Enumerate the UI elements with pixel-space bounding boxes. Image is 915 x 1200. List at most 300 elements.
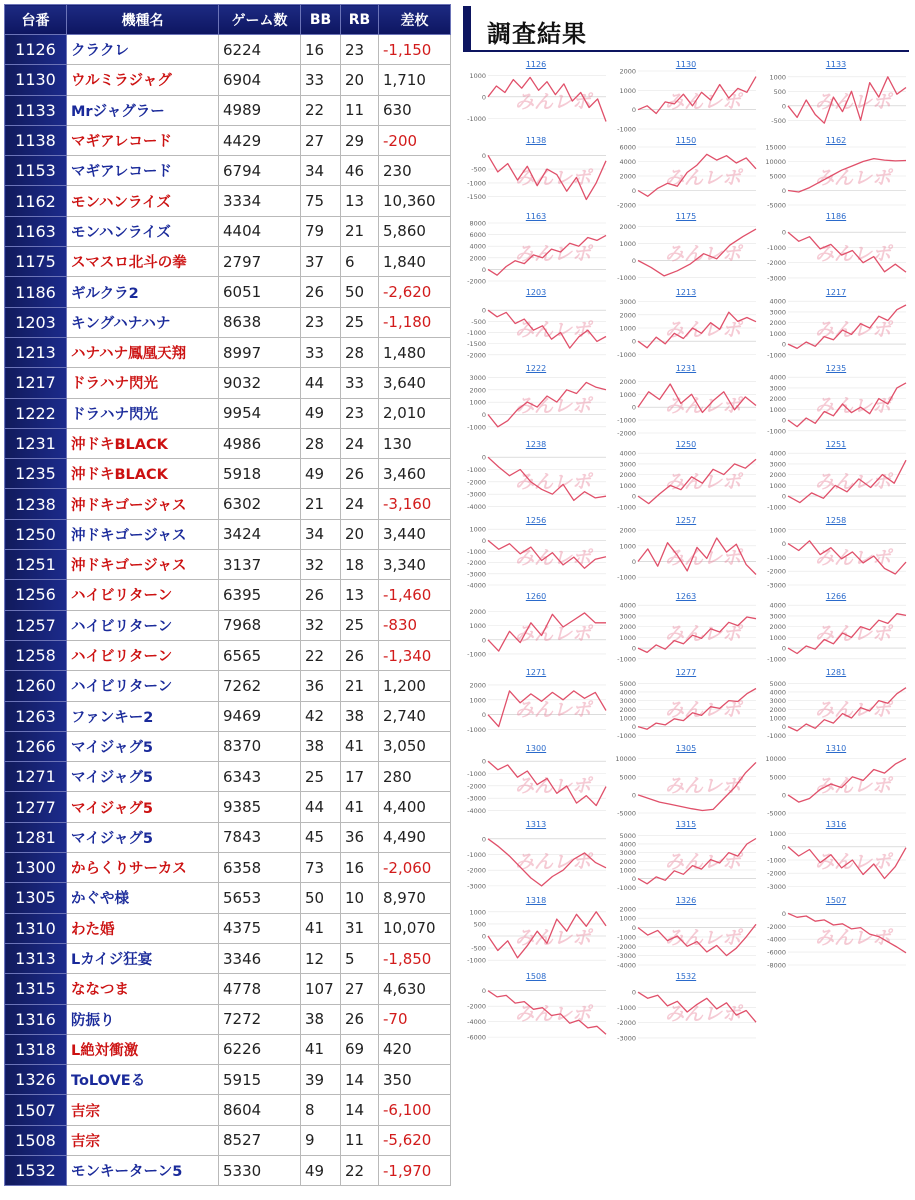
y-tick-label: 1000: [469, 696, 486, 705]
cell-machine-name: L絶対衝激: [67, 1034, 219, 1064]
cell-machine-number: 1257: [5, 610, 67, 640]
slump-graph: [612, 372, 760, 438]
y-tick-label: -1000: [467, 114, 486, 123]
y-tick-label: -3000: [617, 952, 636, 961]
mini-chart: [762, 364, 910, 440]
y-tick-label: 3000: [769, 384, 786, 393]
y-tick-label: 1000: [619, 714, 636, 723]
y-tick-label: 1000: [619, 633, 636, 642]
slump-graph: [762, 752, 910, 818]
slump-graph: [462, 372, 610, 438]
cell-game-count: 3334: [219, 186, 301, 216]
cell-game-count: 5915: [219, 1065, 301, 1095]
y-tick-label: 0: [781, 228, 786, 237]
header-game-count: ゲーム数: [219, 5, 301, 35]
table-row: [5, 1034, 451, 1064]
y-tick-label: 4000: [619, 158, 636, 166]
y-tick-label: 2000: [619, 857, 636, 866]
y-tick-label: -8000: [767, 961, 786, 970]
slump-graph: [762, 828, 910, 894]
cell-machine-name: ギルクラ2: [67, 277, 219, 307]
cell-bb: 22: [301, 95, 341, 125]
chart-title-link[interactable]: 1300: [525, 744, 547, 753]
mini-chart: [612, 288, 760, 364]
chart-title-link[interactable]: 1277: [675, 668, 697, 677]
table-row: [5, 1155, 451, 1185]
table-row: [5, 1065, 451, 1095]
mini-chart: [462, 896, 610, 972]
cell-coin-difference: 3,460: [379, 459, 451, 489]
y-tick-label: -3000: [617, 1034, 636, 1043]
cell-bb: 39: [301, 1065, 341, 1095]
cell-machine-number: 1300: [5, 853, 67, 883]
cell-game-count: 5653: [219, 883, 301, 913]
cell-game-count: 8527: [219, 1125, 301, 1155]
cell-rb: 18: [341, 550, 379, 580]
watermark-logo: みんレポ: [664, 243, 742, 265]
slump-graph: [612, 448, 760, 514]
cell-rb: 20: [341, 519, 379, 549]
chart-title-link[interactable]: 1316: [825, 820, 847, 829]
y-tick-label: -3000: [767, 882, 786, 891]
table-row: [5, 731, 451, 761]
y-tick-label: -1000: [617, 1003, 636, 1012]
cell-bb: 8: [301, 1095, 341, 1125]
cell-bb: 27: [301, 125, 341, 155]
y-tick-label: 2000: [469, 386, 486, 395]
y-tick-label: -1000: [617, 125, 636, 134]
chart-title-link[interactable]: 1315: [675, 820, 697, 829]
cell-bb: 33: [301, 337, 341, 367]
cell-coin-difference: 630: [379, 95, 451, 125]
cell-machine-number: 1313: [5, 943, 67, 973]
cell-machine-name: 沖ドキゴージャス: [67, 489, 219, 519]
y-tick-label: -1000: [767, 553, 786, 562]
y-tick-label: 0: [481, 93, 486, 102]
mini-chart: [612, 896, 760, 972]
chart-title-link[interactable]: 1263: [675, 592, 697, 601]
slump-graph: [612, 752, 760, 818]
chart-title-link[interactable]: 1281: [825, 668, 847, 677]
y-tick-label: 3000: [619, 612, 636, 621]
y-tick-label: -1000: [467, 548, 486, 557]
cell-coin-difference: 2,740: [379, 701, 451, 731]
y-tick-label: 2000: [619, 311, 636, 320]
chart-title-link[interactable]: 1203: [525, 288, 547, 297]
y-tick-label: -1500: [467, 193, 486, 202]
mini-chart: [462, 668, 610, 744]
cell-coin-difference: -1,340: [379, 640, 451, 670]
chart-title-link[interactable]: 1256: [525, 516, 547, 525]
slump-graph: [462, 220, 610, 286]
mini-chart: [612, 440, 760, 516]
cell-machine-number: 1251: [5, 550, 67, 580]
cell-coin-difference: 10,360: [379, 186, 451, 216]
cell-machine-number: 1213: [5, 337, 67, 367]
y-tick-label: -1000: [467, 851, 486, 860]
table-row: [5, 337, 451, 367]
slump-graph: [762, 448, 910, 514]
cell-rb: 28: [341, 337, 379, 367]
chart-title-link[interactable]: 1326: [675, 896, 697, 905]
table-row: [5, 640, 451, 670]
y-tick-label: 0: [631, 988, 636, 997]
cell-machine-number: 1305: [5, 883, 67, 913]
y-tick-label: 1000: [469, 908, 486, 917]
y-tick-label: -4000: [467, 807, 486, 816]
table-header-row: [5, 5, 451, 35]
y-tick-label: -500: [471, 944, 486, 953]
slump-graph: [612, 676, 760, 742]
y-tick-label: 2000: [619, 172, 636, 181]
chart-title-link[interactable]: 1150: [675, 136, 697, 145]
cell-machine-number: 1277: [5, 792, 67, 822]
watermark-logo: みんレポ: [814, 699, 892, 721]
watermark-logo: みんレポ: [664, 699, 742, 721]
watermark-logo: みんレポ: [814, 623, 892, 645]
chart-title-link[interactable]: 1305: [675, 744, 697, 753]
cell-game-count: 6051: [219, 277, 301, 307]
y-tick-label: 0: [781, 187, 786, 195]
watermark-logo: みんレポ: [814, 167, 892, 189]
slump-graph: [762, 220, 910, 286]
y-tick-label: -2000: [617, 201, 636, 210]
y-tick-label: 0: [631, 492, 636, 501]
slump-graph: [462, 296, 610, 362]
cell-machine-name: モンキーターン5: [67, 1155, 219, 1185]
chart-title-link[interactable]: 1250: [675, 440, 697, 449]
slump-graph: [462, 600, 610, 666]
cell-game-count: 3137: [219, 550, 301, 580]
y-tick-label: 0: [631, 875, 636, 884]
y-tick-label: 3000: [619, 697, 636, 706]
chart-title-link[interactable]: 1222: [525, 364, 547, 373]
y-tick-label: 2000: [619, 471, 636, 480]
cell-game-count: 6904: [219, 65, 301, 95]
cell-bb: 16: [301, 35, 341, 65]
cell-machine-number: 1133: [5, 95, 67, 125]
mini-chart: [612, 60, 760, 136]
cell-machine-number: 1532: [5, 1155, 67, 1185]
y-tick-label: -1000: [467, 770, 486, 779]
slump-graph: [462, 980, 610, 1046]
chart-title-link[interactable]: 1186: [825, 212, 847, 221]
table-row: [5, 671, 451, 701]
cell-rb: 22: [341, 1155, 379, 1185]
cell-rb: 23: [341, 35, 379, 65]
y-tick-label: 5000: [619, 773, 636, 782]
cell-coin-difference: -200: [379, 125, 451, 155]
y-tick-label: 4000: [769, 449, 786, 458]
cell-machine-number: 1271: [5, 762, 67, 792]
cell-machine-name: Mrジャグラー: [67, 95, 219, 125]
cell-machine-number: 1315: [5, 974, 67, 1004]
cell-bb: 42: [301, 701, 341, 731]
y-tick-label: 2000: [619, 526, 636, 535]
y-tick-label: 0: [631, 403, 636, 412]
cell-coin-difference: -830: [379, 610, 451, 640]
cell-machine-name: マギアレコード: [67, 156, 219, 186]
y-tick-label: -1000: [617, 655, 636, 664]
mini-chart: [762, 516, 910, 592]
cell-game-count: 4404: [219, 216, 301, 246]
mini-chart: [762, 212, 910, 288]
chart-title-link[interactable]: 1133: [825, 60, 847, 69]
slump-graph: [462, 448, 610, 514]
y-tick-label: -4000: [767, 935, 786, 944]
y-tick-label: 4000: [769, 373, 786, 382]
cell-coin-difference: -1,150: [379, 35, 451, 65]
cell-game-count: 8370: [219, 731, 301, 761]
mini-chart: [462, 60, 610, 136]
y-tick-label: -2000: [617, 429, 636, 438]
cell-rb: 21: [341, 671, 379, 701]
y-tick-label: -2000: [467, 782, 486, 791]
table-row: [5, 277, 451, 307]
y-tick-label: 10000: [615, 755, 636, 764]
y-tick-label: 4000: [769, 688, 786, 697]
slump-graph: [612, 220, 760, 286]
y-tick-label: -1000: [467, 328, 486, 337]
cell-machine-name: スマスロ北斗の拳: [67, 247, 219, 277]
chart-title-link[interactable]: 1175: [675, 212, 697, 221]
y-tick-label: 0: [631, 644, 636, 653]
cell-coin-difference: 5,860: [379, 216, 451, 246]
slump-graph: [762, 296, 910, 362]
cell-coin-difference: 230: [379, 156, 451, 186]
chart-title-link[interactable]: 1162: [825, 136, 847, 145]
watermark-logo: みんレポ: [664, 471, 742, 493]
cell-rb: 13: [341, 186, 379, 216]
cell-rb: 46: [341, 156, 379, 186]
y-tick-label: -2000: [767, 259, 786, 268]
y-tick-label: 3000: [469, 373, 486, 382]
chart-title-link[interactable]: 1266: [825, 592, 847, 601]
cell-rb: 26: [341, 459, 379, 489]
y-tick-label: -1000: [617, 933, 636, 942]
chart-title-link[interactable]: 1271: [525, 668, 547, 677]
chart-title-link[interactable]: 1238: [525, 440, 547, 449]
y-tick-label: 0: [631, 106, 636, 115]
chart-title-link[interactable]: 1260: [525, 592, 547, 601]
mini-chart: [462, 516, 610, 592]
y-tick-label: -1000: [467, 179, 486, 188]
watermark-logo: みんレポ: [514, 699, 592, 721]
y-tick-label: -1000: [467, 956, 486, 965]
cell-machine-name: クラクレ: [67, 35, 219, 65]
y-tick-label: 1000: [619, 86, 636, 95]
y-tick-label: 3000: [769, 308, 786, 317]
chart-title-link[interactable]: 1257: [675, 516, 697, 525]
cell-coin-difference: -2,620: [379, 277, 451, 307]
mini-chart: [762, 744, 910, 820]
chart-title-link[interactable]: 1251: [825, 440, 847, 449]
mini-chart: [462, 592, 610, 668]
cell-machine-name: ハイビリターン: [67, 671, 219, 701]
cell-coin-difference: 3,640: [379, 368, 451, 398]
cell-bb: 36: [301, 671, 341, 701]
cell-machine-name: 沖ドキゴージャス: [67, 519, 219, 549]
cell-machine-name: ドラハナ閃光: [67, 398, 219, 428]
y-tick-label: 2000: [619, 222, 636, 231]
slump-graph: [462, 904, 610, 970]
y-tick-label: -6000: [767, 948, 786, 957]
chart-title-link[interactable]: 1310: [825, 744, 847, 753]
table-row: [5, 822, 451, 852]
table-row: [5, 1125, 451, 1155]
slump-graph: [612, 600, 760, 666]
cell-coin-difference: 420: [379, 1034, 451, 1064]
y-tick-label: 0: [481, 265, 486, 274]
cell-coin-difference: 4,400: [379, 792, 451, 822]
cell-coin-difference: 4,630: [379, 974, 451, 1004]
watermark-logo: みんレポ: [664, 851, 742, 873]
chart-title-link[interactable]: 1231: [675, 364, 697, 373]
cell-machine-name: モンハンライズ: [67, 216, 219, 246]
cell-rb: 11: [341, 95, 379, 125]
y-tick-label: 4000: [619, 840, 636, 849]
y-tick-label: 0: [631, 723, 636, 732]
table-row: [5, 398, 451, 428]
cell-machine-name: からくりサーカス: [67, 853, 219, 883]
watermark-logo: みんレポ: [814, 91, 892, 113]
y-tick-label: 1000: [769, 633, 786, 642]
cell-rb: 23: [341, 398, 379, 428]
y-tick-label: 2000: [769, 705, 786, 714]
y-tick-label: 0: [631, 791, 636, 800]
y-tick-label: 1000: [769, 73, 786, 82]
cell-bb: 21: [301, 489, 341, 519]
cell-machine-number: 1256: [5, 580, 67, 610]
y-tick-label: -1000: [767, 427, 786, 436]
cell-bb: 107: [301, 974, 341, 1004]
cell-coin-difference: 3,340: [379, 550, 451, 580]
cell-machine-number: 1326: [5, 1065, 67, 1095]
chart-title-link[interactable]: 1507: [825, 896, 847, 905]
cell-machine-name: かぐや様: [67, 883, 219, 913]
cell-game-count: 9954: [219, 398, 301, 428]
chart-title-link[interactable]: 1217: [825, 288, 847, 297]
page-title: 調査結果: [487, 20, 587, 48]
y-tick-label: -2000: [467, 559, 486, 568]
table-row: [5, 489, 451, 519]
cell-coin-difference: 3,440: [379, 519, 451, 549]
cell-game-count: 4429: [219, 125, 301, 155]
mini-chart: [462, 136, 610, 212]
y-tick-label: -3000: [467, 882, 486, 891]
mini-chart: [612, 744, 760, 820]
cell-machine-number: 1138: [5, 125, 67, 155]
chart-title-link[interactable]: 1235: [825, 364, 847, 373]
chart-title-link[interactable]: 1130: [675, 60, 697, 69]
watermark-logo: みんレポ: [814, 851, 892, 873]
cell-machine-name: わた婚: [67, 913, 219, 943]
cell-game-count: 4989: [219, 95, 301, 125]
cell-bb: 12: [301, 943, 341, 973]
y-tick-label: -2000: [467, 277, 486, 286]
cell-coin-difference: 8,970: [379, 883, 451, 913]
cell-bb: 37: [301, 247, 341, 277]
chart-title-link[interactable]: 1163: [525, 212, 547, 221]
cell-game-count: 6565: [219, 640, 301, 670]
cell-rb: 24: [341, 428, 379, 458]
cell-coin-difference: 10,070: [379, 913, 451, 943]
mini-chart: [612, 516, 760, 592]
y-tick-label: 1000: [619, 324, 636, 333]
chart-title-link[interactable]: 1213: [675, 288, 697, 297]
watermark-logo: みんレポ: [814, 547, 892, 569]
cell-machine-number: 1238: [5, 489, 67, 519]
table-row: [5, 1004, 451, 1034]
chart-title-link[interactable]: 1318: [525, 896, 547, 905]
watermark-logo: みんレポ: [664, 167, 742, 189]
y-tick-label: 0: [481, 453, 486, 462]
y-tick-label: -1000: [767, 856, 786, 865]
cell-game-count: 8638: [219, 307, 301, 337]
y-tick-label: 2000: [619, 68, 636, 76]
chart-title-link[interactable]: 1313: [525, 820, 547, 829]
y-tick-label: -1000: [467, 466, 486, 475]
y-tick-label: 15000: [765, 144, 786, 152]
y-tick-label: 0: [781, 791, 786, 800]
cell-game-count: 9032: [219, 368, 301, 398]
chart-title-link[interactable]: 1138: [525, 136, 547, 145]
slump-graph: [762, 600, 910, 666]
chart-title-link[interactable]: 1532: [675, 972, 697, 981]
chart-title-link[interactable]: 1126: [525, 60, 547, 69]
cell-machine-number: 1222: [5, 398, 67, 428]
cell-machine-number: 1281: [5, 822, 67, 852]
y-tick-label: 0: [481, 757, 486, 766]
watermark-logo: みんレポ: [814, 319, 892, 341]
slump-graph: [612, 980, 760, 1046]
cell-bb: 49: [301, 459, 341, 489]
cell-machine-name: ななつま: [67, 974, 219, 1004]
cell-rb: 13: [341, 580, 379, 610]
cell-rb: 50: [341, 277, 379, 307]
watermark-logo: みんレポ: [664, 775, 742, 797]
cell-machine-name: ToLOVEる: [67, 1065, 219, 1095]
y-tick-label: 3000: [619, 849, 636, 858]
y-tick-label: 0: [781, 492, 786, 501]
cell-machine-number: 1130: [5, 65, 67, 95]
header-accent-bar: [463, 6, 471, 52]
y-tick-label: 3000: [619, 298, 636, 307]
y-tick-label: 1000: [769, 405, 786, 414]
y-tick-label: 5000: [769, 773, 786, 782]
table-row: [5, 550, 451, 580]
cell-rb: 41: [341, 731, 379, 761]
header-machine-name: 機種名: [67, 5, 219, 35]
cell-bb: 44: [301, 792, 341, 822]
y-tick-label: 1000: [769, 481, 786, 490]
results-table-wrapper: [4, 4, 450, 1186]
y-tick-label: 0: [781, 102, 786, 111]
table-row: [5, 762, 451, 792]
y-tick-label: -6000: [467, 1033, 486, 1042]
cell-coin-difference: 3,050: [379, 731, 451, 761]
cell-coin-difference: -1,970: [379, 1155, 451, 1185]
chart-title-link[interactable]: 1508: [525, 972, 547, 981]
slump-graph: [612, 904, 760, 970]
table-row: [5, 216, 451, 246]
cell-rb: 14: [341, 1095, 379, 1125]
y-tick-label: 2000: [619, 905, 636, 914]
chart-title-link[interactable]: 1258: [825, 516, 847, 525]
y-tick-label: -5000: [617, 809, 636, 818]
cell-machine-number: 1310: [5, 913, 67, 943]
mini-chart: [462, 364, 610, 440]
